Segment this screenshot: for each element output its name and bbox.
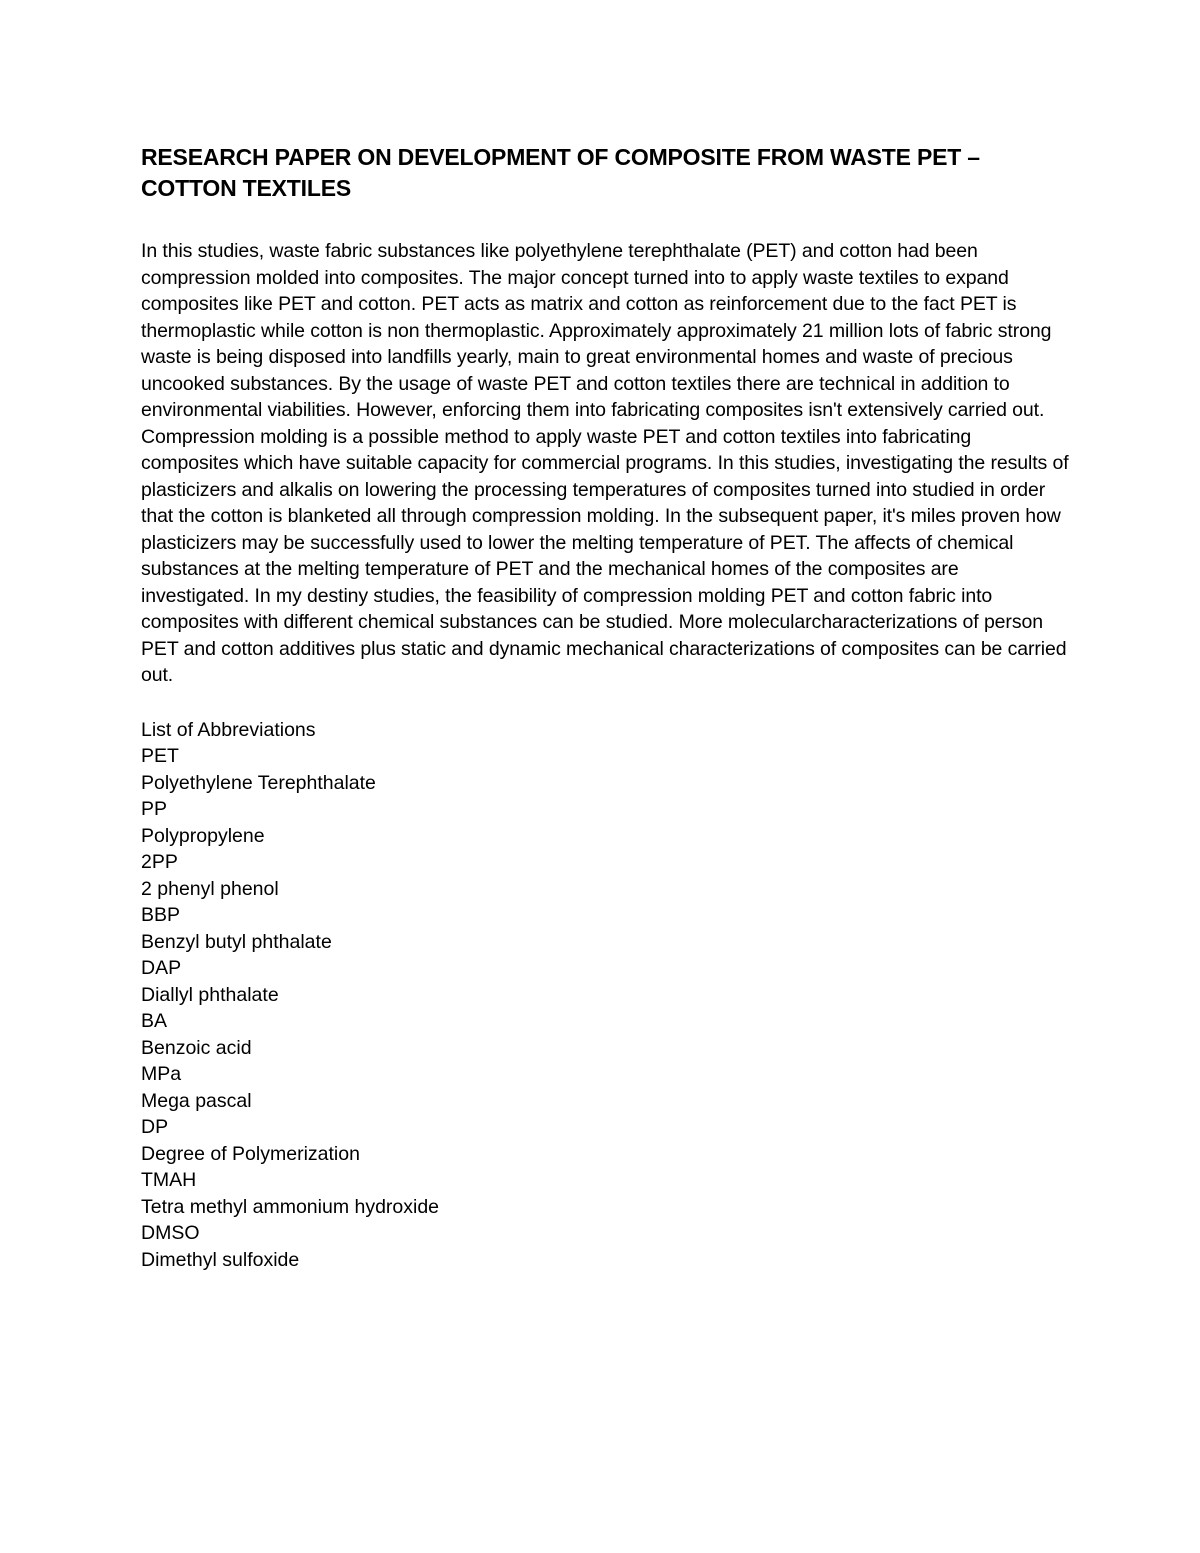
abbreviation-item: DAP	[141, 957, 182, 979]
abbreviation-item: BA	[141, 1010, 168, 1032]
abbreviation-item: PP	[141, 798, 168, 820]
abbreviations-list	[141, 717, 1071, 1274]
document-page	[141, 142, 1071, 1273]
abbreviation-item: Polypropylene	[141, 824, 265, 847]
abbreviation-item: Benzyl butyl phthalate	[141, 930, 332, 953]
abbreviation-item: MPa	[141, 1063, 182, 1085]
abbreviation-item: TMAH	[141, 1169, 197, 1191]
abbreviation-item: Mega pascal	[141, 1089, 252, 1112]
abbreviation-item: DP	[141, 1116, 169, 1138]
abbreviation-item: Degree of Polymerization	[141, 1142, 360, 1165]
abbreviation-item: DMSO	[141, 1222, 200, 1244]
abbreviation-item: Benzoic acid	[141, 1036, 252, 1059]
body-paragraph: In this studies, waste fabric substances like polyethylene terephthalate (PET) and cotton had been compression molded into composites. The major concept turned into to apply waste textiles to expand composites like PET and cotton. PET acts as matrix and cotton as reinforcement due to the fact PET is thermoplastic while cotton is non thermoplastic. Approximately approximately 21 million lots of fabric strong waste is being disposed into landfills yearly, main to great environmental homes and waste of precious uncooked substances. By the usage of waste PET and cotton textiles there are technical in addition to environmental viabilities. However, enforcing them into fabricating composites isn't extensively carried out. Compression molding is a possible method to apply waste PET and cotton textiles into fabricating composites which have suitable capacity for commercial programs. In this studies, investigating the results of plasticizers and alkalis on lowering the processing temperatures of composites turned into studied in order that the cotton is blanketed all through compression molding. In the subsequent paper, it's miles proven how plasticizers may be successfully used to lower the melting temperature of PET. The affects of chemical substances at the melting temperature of PET and the mechanical homes of the composites are investigated. In my destiny studies, the feasibility of compression molding PET and cotton fabric into composites with different chemical substances can be studied. More molecularcharacterizations of person PET and cotton additives plus static and dynamic mechanical characterizations of composites can be carried out.	[141, 240, 1069, 686]
abbreviation-item: 2PP	[141, 851, 178, 873]
abbreviation-item: Dimethyl sulfoxide	[141, 1248, 300, 1271]
abbreviation-item: Diallyl phthalate	[141, 983, 279, 1006]
document-title: RESEARCH PAPER ON DEVELOPMENT OF COMPOSITE FROM WASTE PET – COTTON TEXTILES	[141, 144, 980, 201]
abbreviation-item: 2 phenyl phenol	[141, 877, 279, 900]
abbreviation-item: Tetra methyl ammonium hydroxide	[141, 1195, 440, 1218]
abbreviation-item: BBP	[141, 904, 181, 926]
abbreviation-item: Polyethylene Terephthalate	[141, 771, 376, 794]
abbreviations-heading: List of Abbreviations	[141, 718, 316, 741]
abbreviation-item: PET	[141, 745, 179, 767]
